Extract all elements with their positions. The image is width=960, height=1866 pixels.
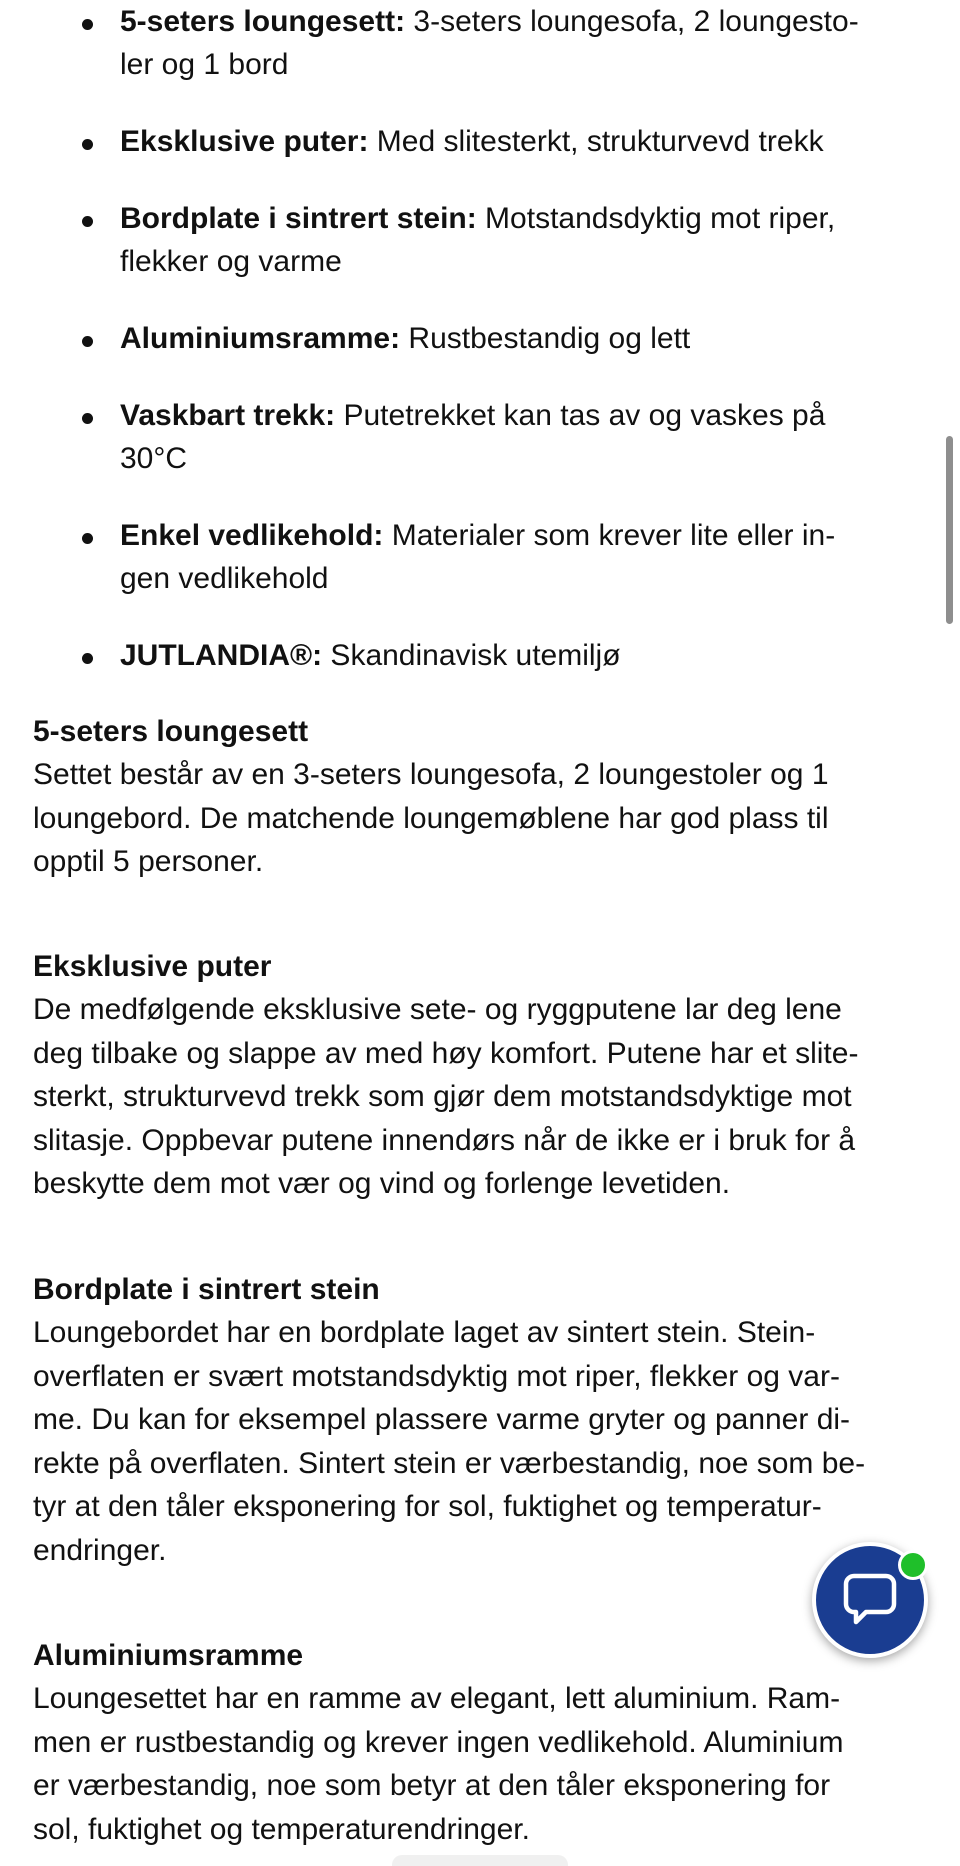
feature-title: Vaskbart trekk:: [120, 399, 336, 432]
feature-title: 5-seters loungesett:: [120, 5, 406, 38]
section-title: Aluminiumsramme: [33, 1639, 304, 1672]
section-body: Settet består av en 3-seters loungesofa, 2 loungestoler og 1 loungebord. De matchende loungemøblene har god plass til opptil 5 personer.: [33, 758, 829, 878]
feature-text: [120, 634, 920, 677]
feature-title: JUTLANDIA®:: [120, 639, 323, 672]
section-body: De medfølgende eksklusive sete- og ryggputene lar deg lene deg tilbake og slappe av med høy komfort. Putene har et slite- sterkt, strukturvevd trekk som gjør dem motstandsdyktige mot slitasje. Oppbevar putene innendørs når de ikke er i bruk for å beskytte dem mot vær og vind og forlenge levetiden.: [33, 993, 859, 1200]
section-bordplate: [33, 1268, 933, 1572]
chat-bubble-icon: [842, 1572, 898, 1630]
home-indicator[interactable]: [392, 1855, 568, 1866]
feature-description: Skandinavisk utemiljø: [322, 639, 621, 672]
feature-description: Motstandsdyktig mot riper, flekker og varme: [120, 202, 836, 278]
feature-title: Bordplate i sintrert stein:: [120, 202, 477, 235]
feature-description: Materialer som krever lite eller in- gen vedlikehold: [120, 519, 836, 595]
bullet-dot: [82, 533, 93, 544]
feature-title: Aluminiumsramme:: [120, 322, 401, 355]
section-5-seters-loungesett: [33, 710, 933, 884]
section-title: 5-seters loungesett: [33, 715, 309, 748]
bullet-dot: [82, 653, 93, 664]
section-eksklusive-puter: [33, 945, 933, 1206]
section-title: Bordplate i sintrert stein: [33, 1273, 380, 1306]
section-body: Loungesettet har en ramme av elegant, lett aluminium. Ram- men er rustbestandig og krever ingen vedlikehold. Aluminium er værbestandig, noe som betyr at den tåler eksponering for sol, fuktighet og temperaturendringer.: [33, 1682, 844, 1846]
bullet-dot: [82, 336, 93, 347]
online-status-icon: [898, 1550, 928, 1580]
feature-text: [120, 197, 920, 283]
feature-description: 3-seters loungesofa, 2 loungesto- ler og 1 bord: [120, 5, 859, 81]
scrollbar-thumb[interactable]: [946, 436, 953, 624]
section-body: Loungebordet har en bordplate laget av sintert stein. Stein- overflaten er svært motstandsdyktig mot riper, flekker og var- me. Du kan for eksempel plassere varme gryter og panner di- rekte på overflaten. Sintert stein er værbestandig, noe som be- tyr at den tåler eksponering for sol, fuktighet og temperatur- endringer.: [33, 1316, 866, 1567]
feature-text: [120, 120, 920, 163]
feature-description: Putetrekket kan tas av og vaskes på 30°C: [120, 399, 826, 475]
feature-text: [120, 514, 920, 600]
bullet-dot: [82, 139, 93, 150]
section-title: Eksklusive puter: [33, 950, 272, 983]
feature-title: Enkel vedlikehold:: [120, 519, 384, 552]
feature-description: Rustbestandig og lett: [400, 322, 691, 355]
bullet-dot: [82, 216, 93, 227]
feature-text: [120, 0, 920, 86]
feature-title: Eksklusive puter:: [120, 125, 369, 158]
feature-description: Med slitesterkt, strukturvevd trekk: [368, 125, 824, 158]
feature-text: [120, 394, 920, 480]
section-aluminiumsramme: [33, 1634, 933, 1851]
bullet-dot: [82, 413, 93, 424]
feature-text: [120, 317, 920, 360]
bullet-dot: [82, 19, 93, 30]
